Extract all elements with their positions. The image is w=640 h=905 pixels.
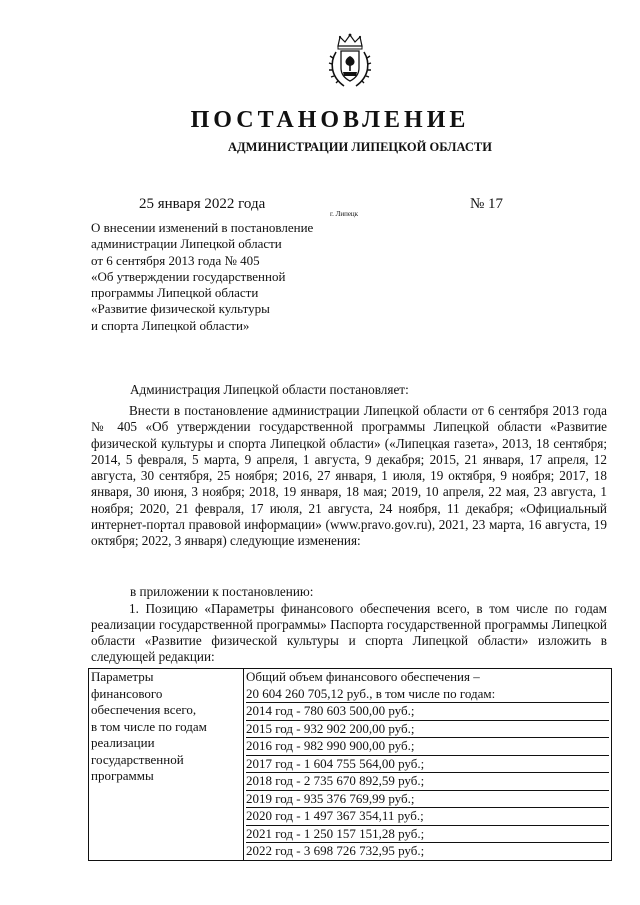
- label-line: государственной: [91, 751, 184, 767]
- label-line: финансового: [91, 685, 163, 701]
- main-paragraph: Внести в постановление администрации Липецкой области от 6 сентября 2013 года № 405 «Об утверждении государственной программы Липецкой области «Развитие физической культуры и спорта Липецкой области» («Липецкая газета», 2013, 18 сентября; 2014, 5 февраля, 5 марта, 9 апреля, 1 августа, 9 декабря; 2015, 21 января, 17 апреля, 12 августа, 30 сентября, 25 ноября; 2016, 27 января, 1 июля, 19 октября, 9 ноября; 2017, 18 января, 30 июня, 3 ноября; 2018, 19 января, 18 мая; 2019, 10 апреля, 22 мая, 23 августа, 1 ноября; 2020, 21 февраля, 17 июля, 21 августа, 24 ноября, 11 декабря; «Официальный интернет-портал правовой информации» (www.pravo.gov.ru), 2021, 23 марта, 16 августа, 19 октября; 2022, 3 января) следующие изменения:: [91, 403, 607, 549]
- label-line: реализации: [91, 735, 155, 750]
- year-amount-line: 2016 год - 982 990 900,00 руб.;: [246, 738, 609, 756]
- year-amount-line: 2021 год - 1 250 157 151,28 руб.;: [246, 826, 609, 844]
- document-place: г. Липецк: [330, 210, 359, 218]
- year-amount-line: 2014 год - 780 603 500,00 руб.;: [246, 703, 609, 721]
- document-date: 25 января 2022 года: [139, 196, 266, 212]
- year-amount-line: 2022 год - 3 698 726 732,95 руб.;: [246, 843, 425, 858]
- point-one-paragraph: 1. Позицию «Параметры финансового обеспечения всего, в том числе по годам реализации государственной программы» Паспорта государственной программы Липецкой области «Развитие физической культуры и спорта Липецкой области» изложить в следующей редакции:: [91, 601, 607, 664]
- total-line: Общий объем финансового обеспечения –: [246, 669, 480, 684]
- subject-line: «Об утверждении государственной: [91, 268, 286, 284]
- document-subject: [91, 220, 371, 334]
- table-values-cell: [244, 669, 612, 861]
- year-amount-line: 2019 год - 935 376 769,99 руб.;: [246, 791, 609, 809]
- appendix-paragraph: в приложении к постановлению:: [130, 584, 314, 599]
- subject-line: и спорта Липецкой области»: [91, 317, 250, 333]
- label-line: Параметры: [91, 669, 154, 684]
- document-number: № 17: [470, 196, 504, 212]
- year-amount-line: 2017 год - 1 604 755 564,00 руб.;: [246, 756, 609, 774]
- subject-line: программы Липецкой области: [91, 285, 259, 301]
- table-row: [89, 669, 612, 861]
- document-title: ПОСТАНОВЛЕНИЕ: [190, 107, 470, 133]
- subject-line: О внесении изменений в постановление: [91, 220, 314, 235]
- coat-of-arms-icon: [328, 32, 372, 90]
- year-amount-line: 2020 год - 1 497 367 354,11 руб.;: [246, 808, 609, 826]
- intro-paragraph: Администрация Липецкой области постановляет:: [130, 382, 409, 397]
- label-line: в том числе по годам: [91, 718, 207, 734]
- subject-line: администрации Липецкой области: [91, 236, 282, 252]
- document-subtitle: АДМИНИСТРАЦИИ ЛИПЕЦКОЙ ОБЛАСТИ: [228, 140, 492, 154]
- subject-line: «Развитие физической культуры: [91, 301, 270, 317]
- total-amount-line: 20 604 260 705,12 руб., в том числе по годам:: [246, 686, 609, 704]
- subject-line: от 6 сентября 2013 года № 405: [91, 252, 260, 268]
- year-amount-line: 2018 год - 2 735 670 892,59 руб.;: [246, 773, 609, 791]
- label-line: программы: [91, 768, 154, 783]
- table-label-cell: [89, 669, 244, 861]
- label-line: обеспечения всего,: [91, 702, 197, 717]
- year-amount-line: 2015 год - 932 902 200,00 руб.;: [246, 721, 609, 739]
- financing-table: [88, 668, 612, 861]
